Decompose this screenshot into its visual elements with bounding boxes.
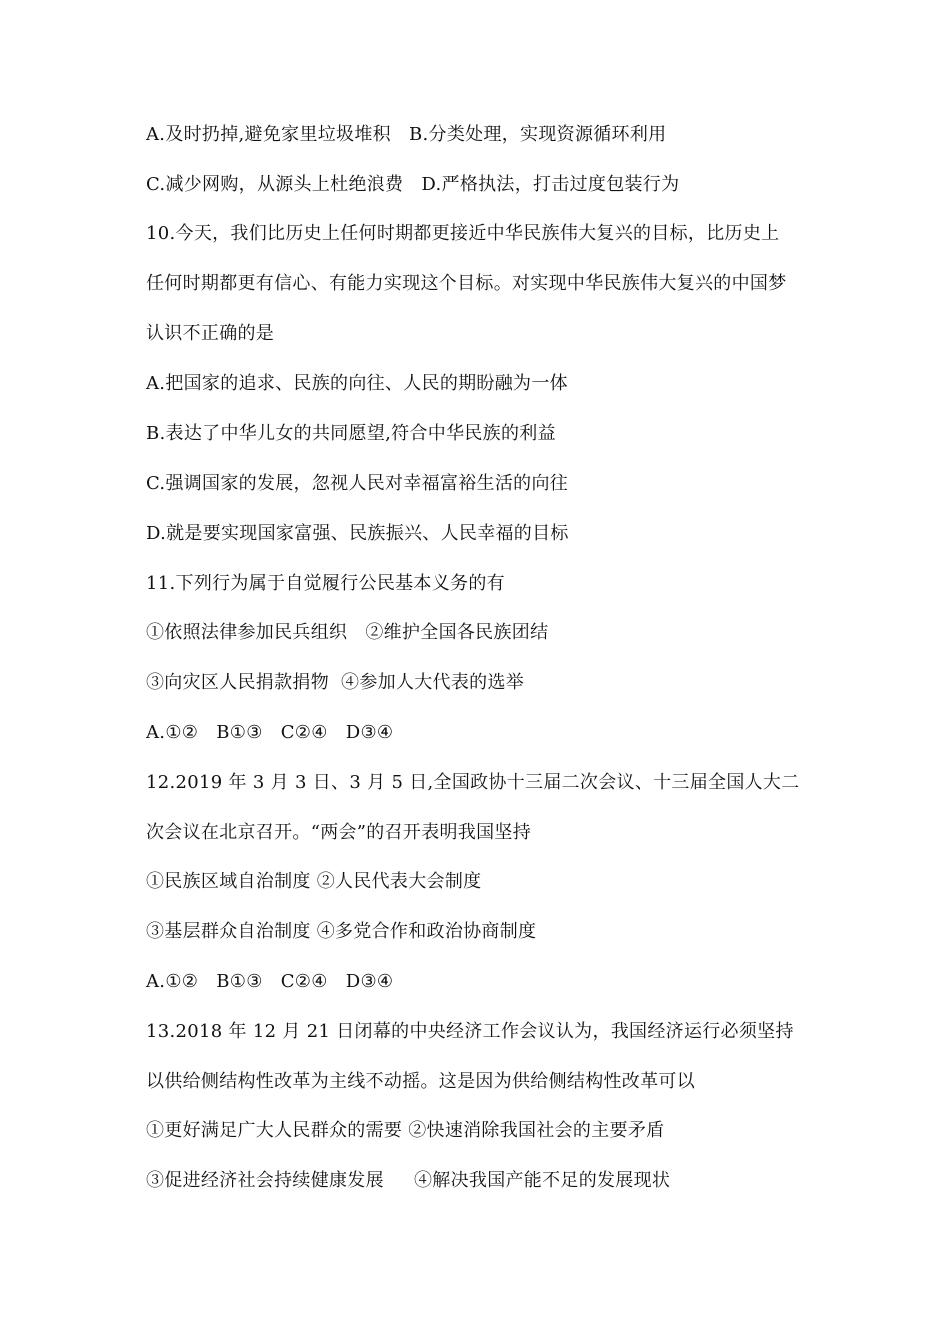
q13-stem-line-2: 以供给侧结构性改革为主线不动摇。这是因为供给侧结构性改革可以: [146, 1071, 695, 1092]
q11-items-34: ③向灾区人民捐款捐物 ④参加人大代表的选举: [146, 672, 525, 693]
q12-stem-line-2: 次会议在北京召开。“两会”的召开表明我国坚持: [146, 822, 532, 843]
q9-options-cd: C.减少网购，从源头上杜绝浪费 D.严格执法，打击过度包装行为: [146, 174, 680, 195]
q12-stem-line-1: 12.2019 年 3 月 3 日、3 月 5 日,全国政协十三届二次会议、十三届全国人大二: [146, 772, 800, 793]
q10-option-d: D.就是要实现国家富强、民族振兴、人民幸福的目标: [146, 523, 569, 544]
q12-items-34: ③基层群众自治制度 ④多党合作和政治协商制度: [146, 921, 537, 942]
q10-option-a: A.把国家的追求、民族的向往、人民的期盼融为一体: [146, 373, 568, 394]
q13-items-34: ③促进经济社会持续健康发展 ④解决我国产能不足的发展现状: [146, 1170, 671, 1191]
q10-option-c: C.强调国家的发展，忽视人民对幸福富裕生活的向往: [146, 473, 569, 494]
q10-stem-line-2: 任何时期都更有信心、有能力实现这个目标。对实现中华民族伟大复兴的中国梦: [146, 273, 787, 294]
q9-options-ab: A.及时扔掉,避免家里垃圾堆积 B.分类处理，实现资源循环利用: [146, 124, 667, 145]
q12-items-12: ①民族区域自治制度 ②人民代表大会制度: [146, 871, 482, 892]
q11-items-12: ①依照法律参加民兵组织 ②维护全国各民族团结: [146, 622, 549, 643]
q13-stem-line-1: 13.2018 年 12 月 21 日闭幕的中央经济工作会议认为，我国经济运行必须坚持: [146, 1021, 794, 1042]
q13-items-12: ①更好满足广大人民群众的需要 ②快速消除我国社会的主要矛盾: [146, 1120, 665, 1141]
q10-option-b: B.表达了中华儿女的共同愿望,符合中华民族的利益: [146, 423, 556, 444]
q10-stem-line-1: 10.今天，我们比历史上任何时期都更接近中华民族伟大复兴的目标，比历史上: [146, 223, 780, 244]
q10-stem-line-3: 认识不正确的是: [146, 323, 275, 344]
q11-answer-options: A.①② B①③ C②④ D③④: [146, 722, 394, 743]
q11-stem: 11.下列行为属于自觉履行公民基本义务的有: [146, 573, 505, 594]
q12-answer-options: A.①② B①③ C②④ D③④: [146, 971, 394, 992]
